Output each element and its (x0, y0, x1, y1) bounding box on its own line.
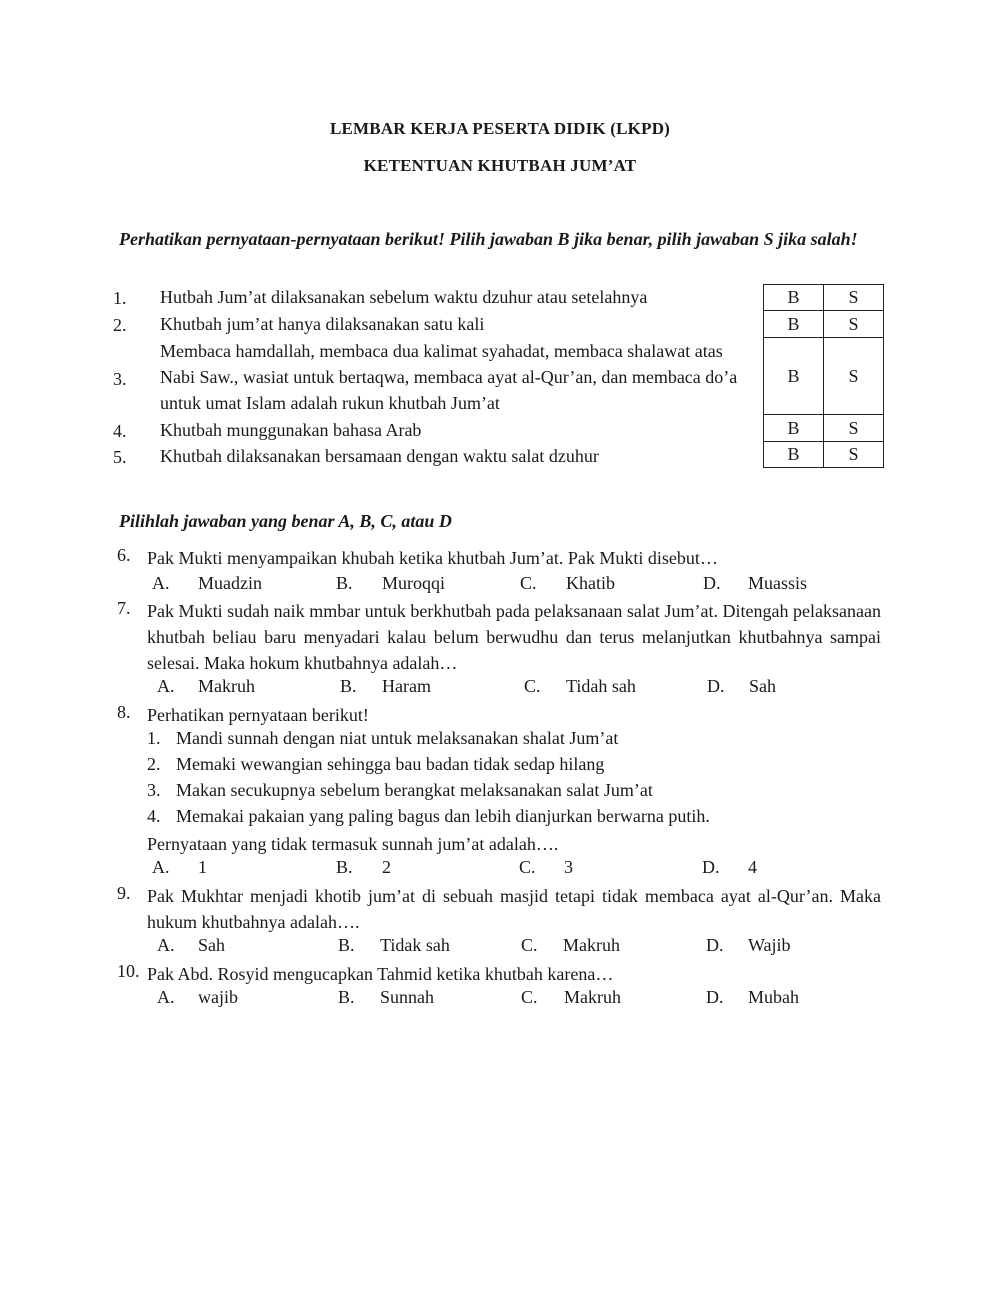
option-d-letter: D. (706, 987, 724, 1007)
option-c[interactable]: 3 (564, 857, 573, 877)
option-b[interactable]: 2 (382, 857, 391, 877)
option-a[interactable]: wajib (198, 987, 238, 1007)
options-row (0, 987, 1000, 1013)
option-b-letter: B. (336, 573, 353, 593)
option-c[interactable]: Makruh (563, 935, 620, 955)
option-d-letter: D. (703, 573, 721, 593)
option-b[interactable]: Haram (382, 676, 431, 696)
list-item-number: 3. (147, 780, 161, 800)
statement-number: 2. (113, 315, 127, 335)
option-c-letter: C. (519, 857, 536, 877)
option-d[interactable]: Wajib (748, 935, 791, 955)
options-row (0, 857, 1000, 883)
part1-instruction: Perhatikan pernyataan-pernyataan berikut! Pilih jawaban B jika benar, pilih jawaban S jika salah! (119, 229, 858, 249)
page-subtitle: KETENTUAN KHUTBAH JUM’AT (363, 156, 637, 175)
option-d-letter: D. (706, 935, 724, 955)
option-b[interactable]: Tidak sah (380, 935, 450, 955)
statement-number: 1. (113, 288, 127, 308)
option-c[interactable]: Tidah sah (566, 676, 636, 696)
statement-text: Khutbah munggunakan bahasa Arab (160, 420, 422, 440)
answer-false-5[interactable]: S (824, 442, 884, 468)
option-a-letter: A. (152, 857, 170, 877)
option-c-letter: C. (524, 676, 541, 696)
option-c-letter: C. (520, 573, 537, 593)
statement-number: 4. (113, 421, 127, 441)
option-b[interactable]: Muroqqi (382, 573, 445, 593)
option-d-letter: D. (702, 857, 720, 877)
option-c-letter: C. (521, 987, 538, 1007)
question-number: 10. (117, 961, 140, 981)
option-b[interactable]: Sunnah (380, 987, 434, 1007)
list-item-number: 2. (147, 754, 161, 774)
statement-text: Khutbah jum’at hanya dilaksanakan satu kali (160, 314, 485, 334)
statement-text: Membaca hamdallah, membaca dua kalimat syahadat, membaca shalawat atas Nabi Saw., wasiat untuk bertaqwa, membaca ayat al-Qur’an, dan membaca do’a untuk umat Islam adalah rukun khutbah Jum’at (160, 341, 738, 413)
option-a[interactable]: Makruh (198, 676, 255, 696)
answer-true-5[interactable]: B (764, 442, 824, 468)
answer-table (763, 284, 884, 468)
list-item-text: Memaki wewangian sehingga bau badan tidak sedap hilang (176, 754, 605, 774)
answer-true-4[interactable]: B (764, 415, 824, 442)
answer-false-4[interactable]: S (824, 415, 884, 442)
question-text: Pak Mukti sudah naik mmbar untuk berkhutbah pada pelaksanaan salat Jum’at. Ditengah pelaksanaan khutbah beliau baru menyadari kalau belum berwudhu dan terus melanjutkan khutbahnya sampai selesai. Maka hokum khutbahnya adalah… (147, 601, 881, 673)
option-b-letter: B. (338, 935, 355, 955)
option-a-letter: A. (152, 573, 170, 593)
answer-true-1[interactable]: B (764, 285, 824, 311)
option-b-letter: B. (336, 857, 353, 877)
options-row (0, 935, 1000, 961)
option-c-letter: C. (521, 935, 538, 955)
option-d[interactable]: 4 (748, 857, 757, 877)
statement-text: Hutbah Jum’at dilaksanakan sebelum waktu dzuhur atau setelahnya (160, 287, 648, 307)
part2-instruction: Pilihlah jawaban yang benar A, B, C, atau D (119, 511, 452, 531)
question-number: 9. (117, 883, 131, 903)
option-a-letter: A. (157, 676, 175, 696)
list-item-text: Mandi sunnah dengan niat untuk melaksanakan shalat Jum’at (176, 728, 619, 748)
option-d[interactable]: Sah (749, 676, 776, 696)
option-b-letter: B. (340, 676, 357, 696)
option-a[interactable]: Muadzin (198, 573, 262, 593)
option-d[interactable]: Muassis (748, 573, 808, 593)
answer-true-3[interactable]: B (764, 338, 824, 415)
option-a-letter: A. (157, 987, 175, 1007)
question-text: Pak Abd. Rosyid mengucapkan Tahmid ketika khutbah karena… (147, 964, 614, 984)
option-b-letter: B. (338, 987, 355, 1007)
statement-number: 3. (113, 369, 127, 389)
list-item-number: 4. (147, 806, 161, 826)
question-number: 7. (117, 598, 131, 618)
question-text: Pak Mukti menyampaikan khubah ketika khutbah Jum’at. Pak Mukti disebut… (147, 548, 718, 568)
option-d-letter: D. (707, 676, 725, 696)
option-c[interactable]: Makruh (564, 987, 621, 1007)
answer-false-1[interactable]: S (824, 285, 884, 311)
answer-false-2[interactable]: S (824, 311, 884, 338)
question-prompt: Pernyataan yang tidak termasuk sunnah jum’at adalah…. (147, 834, 559, 854)
question-text: Pak Mukhtar menjadi khotib jum’at di sebuah masjid tetapi tidak membaca ayat al-Qur’an. Maka hukum khutbahnya adalah…. (147, 886, 881, 932)
answer-false-3[interactable]: S (824, 338, 884, 415)
options-row (0, 676, 1000, 702)
question-text: Perhatikan pernyataan berikut! (147, 705, 369, 725)
statement-number: 5. (113, 447, 127, 467)
answer-true-2[interactable]: B (764, 311, 824, 338)
statement-text: Khutbah dilaksanakan bersamaan dengan waktu salat dzuhur (160, 446, 599, 466)
list-item-text: Memakai pakaian yang paling bagus dan lebih dianjurkan berwarna putih. (176, 806, 710, 826)
options-row (0, 573, 1000, 599)
option-a[interactable]: Sah (198, 935, 225, 955)
question-number: 6. (117, 545, 131, 565)
option-d[interactable]: Mubah (748, 987, 799, 1007)
page-title: LEMBAR KERJA PESERTA DIDIK (LKPD) (329, 119, 671, 138)
option-c[interactable]: Khatib (566, 573, 615, 593)
option-a-letter: A. (157, 935, 175, 955)
question-number: 8. (117, 702, 131, 722)
list-item-number: 1. (147, 728, 161, 748)
list-item-text: Makan secukupnya sebelum berangkat melaksanakan salat Jum’at (176, 780, 653, 800)
option-a[interactable]: 1 (198, 857, 207, 877)
